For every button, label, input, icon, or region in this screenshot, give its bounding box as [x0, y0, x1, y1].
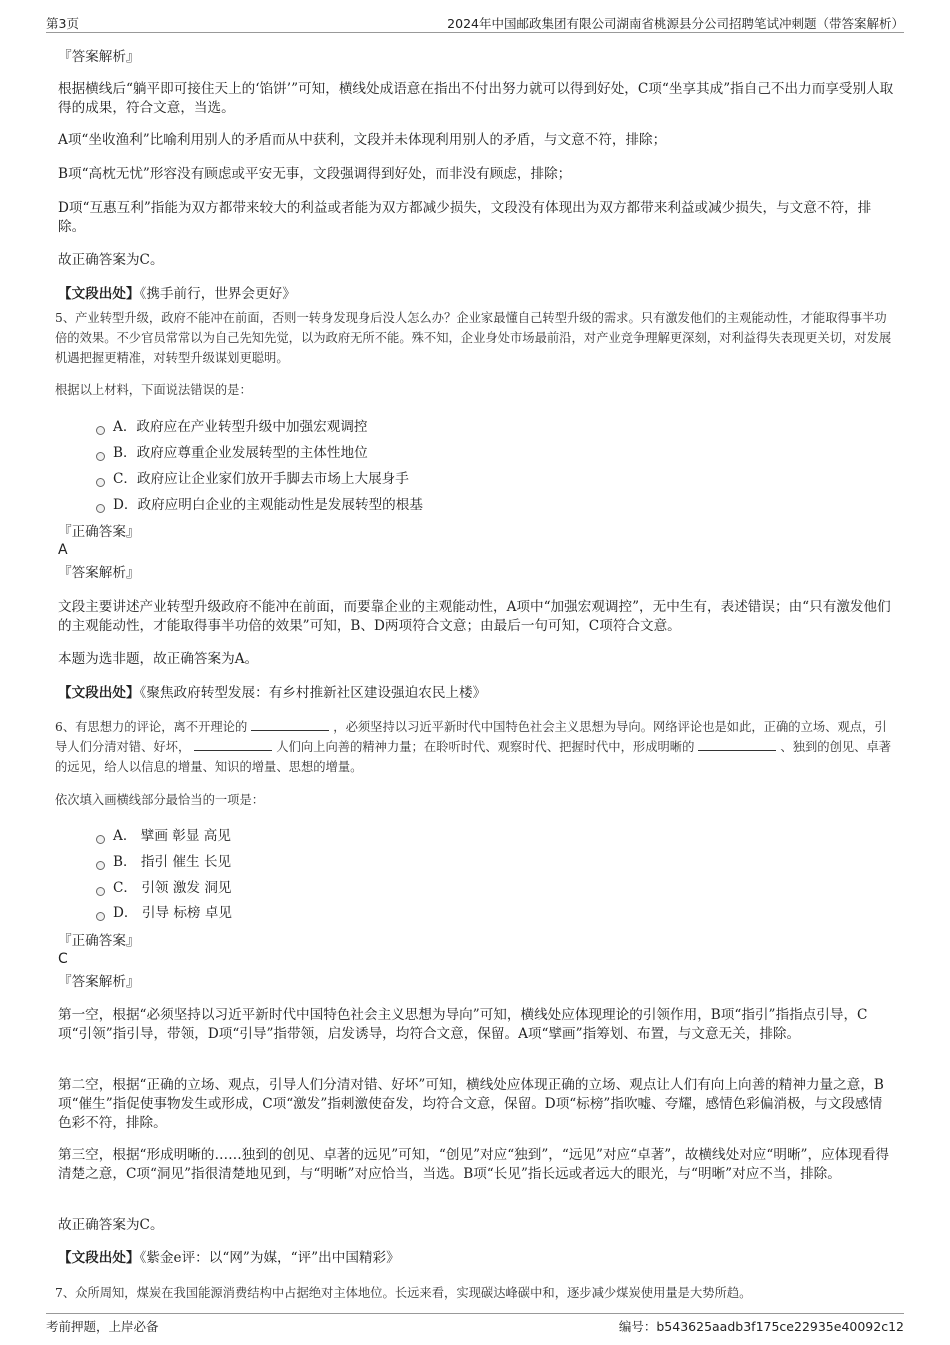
stem-part: ，必须坚持以习近平新时代中国特色社会主义思想为导向。网络评论也是如此，正确的立场、观点，引导人们分清对错、好坏，: [55, 720, 887, 754]
q4-analysis-p2: A项“坐收渔利”比喻利用别人的矛盾而从中获利，文段并未体现利用别人的矛盾，与文意不符，排除；: [58, 132, 667, 148]
source-label: 【文段出处】: [58, 1250, 140, 1266]
q6-analysis-p1: 第一空，根据“必须坚持以习近平新时代中国特色社会主义思想为导向”可知，横线处应体现理论的引领作用，B项“指引”指指点引导，C项“引领”指引导，带领，D项“引导”指带领，启发诱导，均符合文意，保留。A项“擘画”指筹划、布置，与文意无关，排除。: [58, 1007, 868, 1042]
option-label: B．政府应尊重企业发展转型的主体性地位: [113, 445, 368, 461]
option-label: C． 引领 激发 洞见: [113, 880, 232, 896]
correct-answer-label: 『正确答案』: [58, 933, 140, 949]
source-label: 【文段出处】: [58, 685, 140, 701]
radio-icon[interactable]: [96, 861, 105, 870]
radio-icon[interactable]: [96, 452, 105, 461]
option-label: D． 引导 标榜 卓见: [113, 905, 233, 921]
q4-answer-conclusion: 故正确答案为C。: [58, 252, 164, 268]
q6-answer-conclusion: 故正确答案为C。: [58, 1217, 164, 1233]
q4-source: [58, 285, 894, 304]
source-label: 【文段出处】: [58, 286, 140, 302]
footer-slogan: 考前押题，上岸必备: [46, 1319, 159, 1334]
q6-option-b[interactable]: [96, 853, 231, 872]
correct-answer-label: 『正确答案』: [58, 524, 140, 540]
q5-analysis-p1: 文段主要讲述产业转型升级政府不能冲在前面，而要靠企业的主观能动性，A项中“加强宏观调控”，无中生有，表述错误；由“只有激发他们的主观能动性，才能取得事半功倍的效果”可知，B、D两项符合文意；由最后一句可知，C项符合文意。: [58, 599, 891, 634]
q5-prompt: 根据以上材料，下面说法错误的是：: [55, 383, 252, 397]
stem-part: 人们向上向善的精神力量；在聆听时代、观察时代、把握时代中，形成明晰的: [276, 740, 695, 754]
page-footer: [46, 1313, 904, 1334]
radio-icon[interactable]: [96, 912, 105, 921]
radio-icon[interactable]: [96, 835, 105, 844]
source-title: 《携手前行，世界会更好》: [139, 286, 296, 302]
document-title: 2024年中国邮政集团有限公司湖南省桃源县分公司招聘笔试冲刺题（带答案解析）: [447, 16, 904, 31]
analysis-label: 『答案解析』: [58, 974, 140, 990]
q5-stem: 5、产业转型升级，政府不能冲在前面，否则一转身发现身后没人怎么办？企业家最懂自己转型升级的需求。只有激发他们的主观能动性，才能取得事半功倍的效果。不少官员常常以为自己先知先觉，以为政府无所不能。殊不知，企业身处市场最前沿，对产业竞争理解更深刻，对利益得失表现更关切，对发展机遇把握更精准，对转型升级谋划更聪明。: [55, 311, 892, 365]
option-label: A． 擘画 彰显 高见: [113, 828, 231, 844]
stem-part: 6、有思想力的评论，离不开理论的: [55, 720, 248, 734]
page-number: 第3页: [46, 16, 79, 31]
radio-icon[interactable]: [96, 478, 105, 487]
q4-analysis-p4: D项“互惠互利”指能为双方都带来较大的利益或者能为双方都减少损失，文段没有体现出为双方都带来利益或减少损失，与文意不符，排除。: [58, 200, 872, 235]
q4-analysis-p1: 根据横线后“躺平即可接住天上的‘馅饼’”可知，横线处成语意在指出不付出努力就可以得到好处，C项“坐享其成”指自己不出力而享受别人取得的成果，符合文意，当选。: [58, 81, 894, 116]
radio-icon[interactable]: [96, 504, 105, 513]
q6-analysis-p3: 第三空，根据“形成明晰的……独到的创见、卓著的远见”可知，“创见”对应“独到”，“远见”对应“卓著”，故横线处对应“明晰”，应体现看得清楚之意，C项“洞见”指很清楚地见到，与“明晰”对应恰当，当选。B项“长见”指长远或者远大的眼光，与“明晰”对应不当，排除。: [58, 1147, 890, 1182]
option-label: B． 指引 催生 长见: [113, 854, 232, 870]
blank-line: [698, 737, 776, 751]
q5-option-c[interactable]: [96, 470, 409, 489]
q4-analysis-p3: B项“高枕无忧”形容没有顾虑或平安无事，文段强调得到好处，而非没有顾虑，排除；: [58, 166, 572, 182]
option-label: C．政府应让企业家们放开手脚去市场上大展身手: [113, 471, 409, 487]
q6-correct-answer: C: [58, 951, 68, 967]
document-id: 编号：b543625aadb3f175ce22935e40092c12: [618, 1319, 904, 1334]
source-title: 《聚焦政府转型发展：有乡村推新社区建设强迫农民上楼》: [139, 685, 487, 701]
page-header: [46, 12, 904, 33]
radio-icon[interactable]: [96, 887, 105, 896]
q6-option-d[interactable]: [96, 904, 232, 923]
q6-analysis-p2: 第二空，根据“正确的立场、观点，引导人们分清对错、好坏”可知，横线处应体现正确的立场、观点让人们有向上向善的精神力量之意，B项“催生”指促使事物发生或形成，C项“激发”指刺激使奋发，均符合文意，保留。D项“标榜”指吹嘘、夸耀，感情色彩偏消极，与文段感情色彩不符，排除。: [58, 1077, 884, 1131]
source-title: 《紫金e评：以“网”为媒，“评”出中国精彩》: [139, 1250, 400, 1266]
q6-option-c[interactable]: [96, 879, 232, 898]
option-label: D．政府应明白企业的主观能动性是发展转型的根基: [113, 497, 423, 513]
q5-correct-answer: A: [58, 542, 68, 558]
q6-stem: [55, 717, 897, 777]
blank-line: [251, 717, 329, 731]
q5-option-b[interactable]: [96, 444, 368, 463]
radio-icon[interactable]: [96, 426, 105, 435]
blank-line: [194, 737, 272, 751]
q7-stem: 7、众所周知，煤炭在我国能源消费结构中占据绝对主体地位。长远来看，实现碳达峰碳中和，逐步减少煤炭使用量是大势所趋。: [55, 1286, 752, 1300]
option-label: A．政府应在产业转型升级中加强宏观调控: [113, 419, 368, 435]
q5-option-a[interactable]: [96, 418, 368, 437]
stem-part: 、独到的创见、卓著的远见，给人以信息的增量、知识的增量、思想的增量。: [55, 740, 892, 774]
analysis-label: 『答案解析』: [58, 565, 140, 581]
q5-option-d[interactable]: [96, 496, 423, 515]
analysis-label: 『答案解析』: [58, 49, 140, 65]
q6-source: [58, 1249, 894, 1268]
q6-option-a[interactable]: [96, 827, 231, 846]
q5-source: [58, 684, 894, 703]
q6-prompt: 依次填入画横线部分最恰当的一项是：: [55, 793, 265, 807]
q5-analysis-p2: 本题为选非题，故正确答案为A。: [58, 651, 259, 667]
